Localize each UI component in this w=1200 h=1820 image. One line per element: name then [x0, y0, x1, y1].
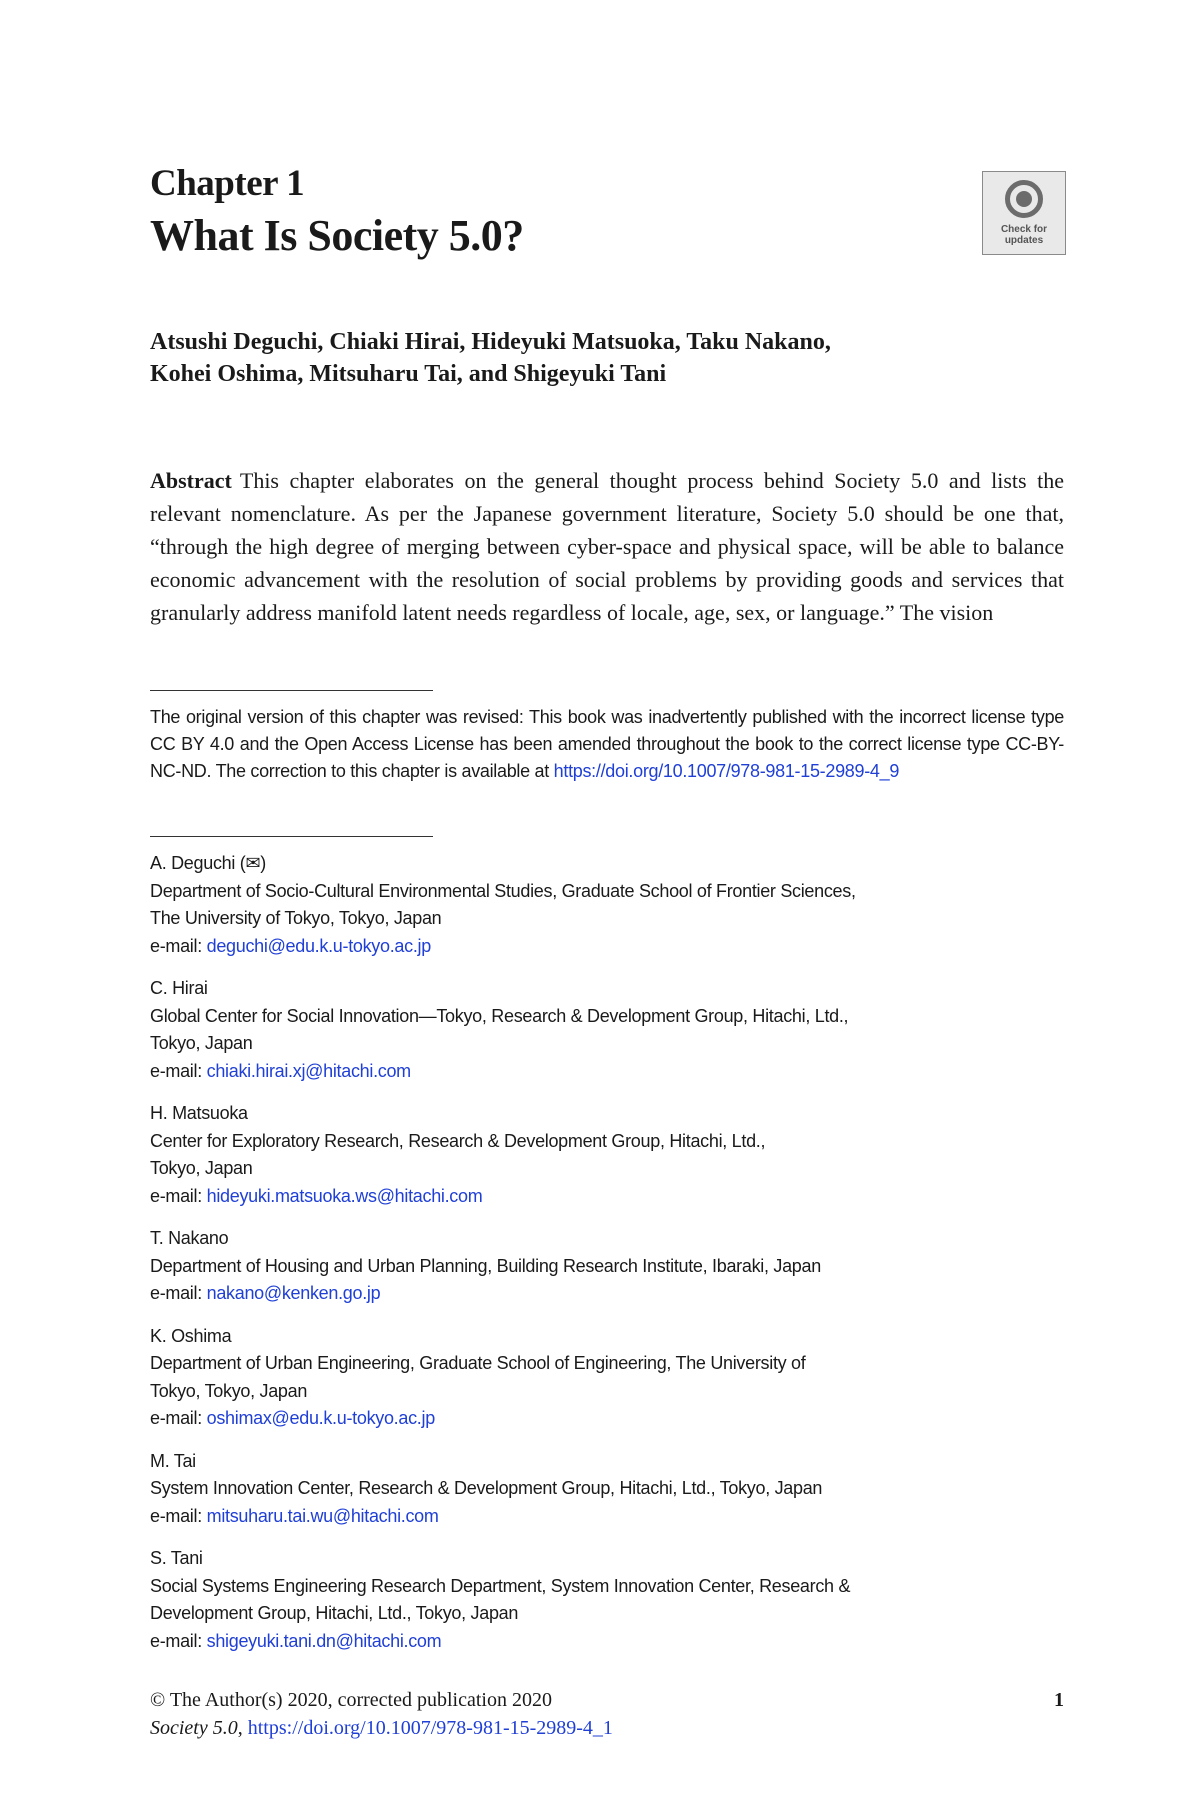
affiliation-block — [150, 1448, 1064, 1531]
affiliation-address-line: Department of Socio-Cultural Environmental Studies, Graduate School of Frontier Sciences, — [150, 880, 856, 901]
abstract — [150, 464, 1064, 629]
author-list — [150, 326, 970, 390]
chapter-label: Chapter 1 — [150, 163, 305, 204]
check-for-updates-badge[interactable] — [982, 171, 1066, 255]
affiliation-email-line — [150, 1058, 1064, 1086]
email-link[interactable]: hideyuki.matsuoka.ws@hitachi.com — [206, 1185, 483, 1206]
email-label: e-mail: — [150, 1185, 207, 1206]
affiliation-block — [150, 850, 1064, 960]
check-for-updates-icon-center — [1016, 191, 1032, 207]
affiliation-address-line: Center for Exploratory Research, Research & Development Group, Hitachi, Ltd., — [150, 1130, 766, 1151]
email-label: e-mail: — [150, 1060, 207, 1081]
email-label: e-mail: — [150, 1630, 207, 1651]
affiliation-block — [150, 1323, 1064, 1433]
copyright-line: © The Author(s) 2020, corrected publication 2020 — [150, 1689, 552, 1711]
affiliation-author-name: S. Tani — [150, 1548, 203, 1568]
affiliation-block — [150, 1545, 1064, 1655]
chapter-title: What Is Society 5.0? — [150, 211, 524, 260]
author-line-1: Atsushi Deguchi, Chiaki Hirai, Hideyuki Matsuoka, Taku Nakano, — [150, 329, 831, 355]
revision-note-link[interactable]: https://doi.org/10.1007/978-981-15-2989-4_9 — [553, 761, 900, 781]
badge-line-1: Check for — [1000, 224, 1048, 235]
affiliation-author-name: T. Nakano — [150, 1228, 229, 1248]
affiliation-email-line — [150, 1405, 1064, 1433]
affiliation-address-line: The University of Tokyo, Tokyo, Japan — [150, 908, 442, 928]
affiliation-email-line — [150, 1503, 1064, 1531]
email-link[interactable]: mitsuharu.tai.wu@hitachi.com — [206, 1505, 439, 1526]
citation-separator: , — [237, 1717, 248, 1739]
email-label: e-mail: — [150, 1505, 207, 1526]
affiliation-author-name: H. Matsuoka — [150, 1103, 248, 1123]
revision-note-text: The original version of this chapter was revised: This book was inadvertently published with the incorrect license type CC BY 4.0 and the Open Access License has been amended throughout the book to the correct license type CC-BY-NC-ND. The correction to this chapter is available at — [150, 707, 1064, 781]
affiliation-author-name: M. Tai — [150, 1450, 196, 1471]
affiliation-block — [150, 975, 1064, 1085]
affiliation-email-line — [150, 933, 1064, 961]
affiliation-list — [150, 850, 1064, 1670]
citation-line — [150, 1714, 1064, 1742]
affiliation-address-line: Tokyo, Japan — [150, 1158, 253, 1178]
badge-text — [983, 224, 1065, 246]
affiliation-email-line — [150, 1628, 1064, 1656]
email-link[interactable]: chiaki.hirai.xj@hitachi.com — [206, 1060, 411, 1081]
affiliation-email-line — [150, 1183, 1064, 1211]
page-number: 1 — [1054, 1689, 1064, 1711]
affiliation-address-line: Social Systems Engineering Research Department, System Innovation Center, Research & — [150, 1575, 851, 1596]
footnote-rule — [150, 690, 433, 691]
abstract-label: Abstract — [150, 468, 232, 493]
chapter-doi-link[interactable]: https://doi.org/10.1007/978-981-15-2989-4_1 — [247, 1717, 613, 1739]
affiliation-address-line: Tokyo, Japan — [150, 1033, 253, 1053]
author-line-2: Kohei Oshima, Mitsuharu Tai, and Shigeyuki Tani — [150, 361, 667, 387]
affiliation-address-line: Development Group, Hitachi, Ltd., Tokyo, Japan — [150, 1603, 519, 1623]
badge-line-2: updates — [1004, 235, 1044, 246]
affiliation-block — [150, 1100, 1064, 1210]
affiliation-block — [150, 1225, 1064, 1308]
affiliation-author-name: C. Hirai — [150, 978, 208, 998]
affiliation-email-line — [150, 1280, 1064, 1308]
affiliation-address-line: Department of Housing and Urban Planning, Building Research Institute, Ibaraki, Japan — [150, 1255, 821, 1276]
email-label: e-mail: — [150, 1283, 207, 1303]
email-link[interactable]: shigeyuki.tani.dn@hitachi.com — [206, 1630, 442, 1651]
page-footer — [150, 1686, 1064, 1742]
email-link[interactable]: deguchi@edu.k.u-tokyo.ac.jp — [206, 935, 431, 956]
revision-note — [150, 704, 1064, 785]
email-link[interactable]: nakano@kenken.go.jp — [206, 1283, 381, 1303]
affiliation-address-line: Global Center for Social Innovation—Tokyo, Research & Development Group, Hitachi, Ltd., — [150, 1005, 849, 1026]
paper-page — [150, 0, 1064, 1820]
email-link[interactable]: oshimax@edu.k.u-tokyo.ac.jp — [206, 1408, 435, 1428]
email-label: e-mail: — [150, 935, 207, 956]
affiliation-author-name: K. Oshima — [150, 1325, 232, 1346]
affiliation-rule — [150, 836, 433, 837]
affiliation-address-line: Department of Urban Engineering, Graduate School of Engineering, The University of — [150, 1353, 806, 1373]
book-title: Society 5.0 — [150, 1717, 238, 1739]
email-label: e-mail: — [150, 1408, 207, 1428]
affiliation-author-name: A. Deguchi (✉) — [150, 853, 266, 873]
abstract-text: This chapter elaborates on the general thought process behind Society 5.0 and lists the relevant nomenclature. As per the Japanese government literature, Society 5.0 should be one that, “through the high degree of merging between cyber-space and physical space, will be able to balance economic advancement with the resolution of social problems by providing goods and services that granularly address manifold latent needs regardless of locale, age, sex, or language.” The vision — [150, 468, 1064, 625]
affiliation-address-line: Tokyo, Tokyo, Japan — [150, 1380, 308, 1401]
affiliation-address-line: System Innovation Center, Research & Development Group, Hitachi, Ltd., Tokyo, Japan — [150, 1478, 823, 1498]
